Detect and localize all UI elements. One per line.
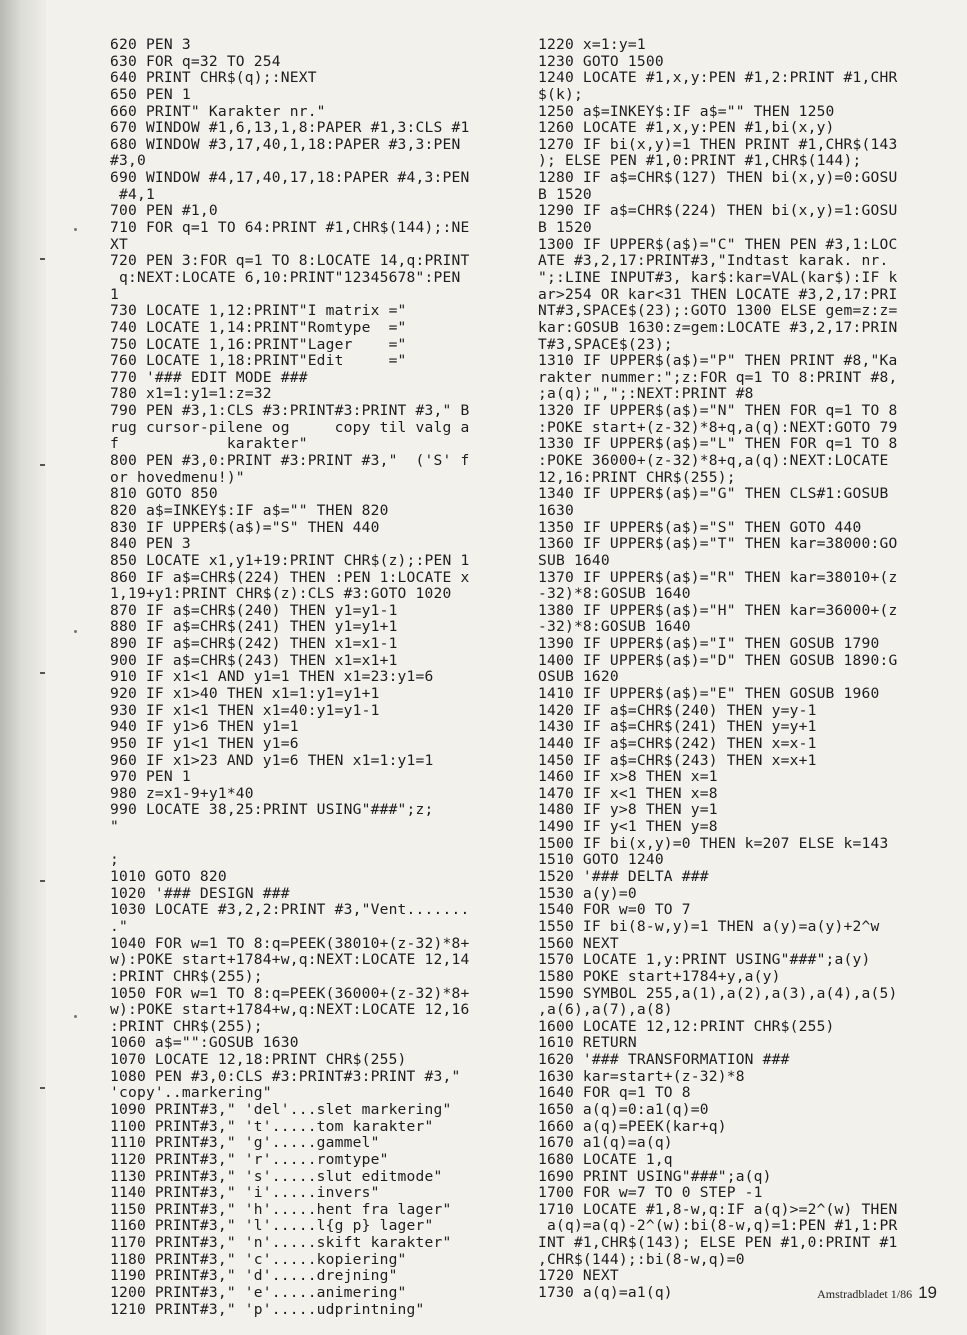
code-line: 1700 FOR w=7 TO 0 STEP -1 — [538, 1184, 763, 1202]
code-line: ar>254 OR kar<31 THEN LOCATE #3,2,17:PRI — [538, 285, 898, 303]
code-line: 700 PEN #1,0 — [110, 202, 218, 220]
code-listing-left-column — [110, 37, 510, 1318]
code-line: -32)*8:GOSUB 1640 — [538, 585, 691, 603]
print-speck — [74, 630, 77, 633]
code-line: OSUB 1620 — [538, 668, 619, 686]
code-line: 12,16:PRINT CHR$(255); — [538, 468, 736, 486]
code-line: 1060 a$="":GOSUB 1630 — [110, 1034, 299, 1052]
code-line: 1140 PRINT#3," 'i'.....invers" — [110, 1184, 380, 1202]
code-line: ." — [110, 917, 128, 935]
code-line: 1580 POKE start+1784+y,a(y) — [538, 967, 781, 985]
code-line: 1130 PRINT#3," 's'.....slut editmode" — [110, 1167, 443, 1185]
code-line: 790 PEN #3,1:CLS #3:PRINT#3:PRINT #3," B — [110, 402, 470, 420]
code-line: 1660 a(q)=PEEK(kar+q) — [538, 1117, 727, 1135]
binding-mark — [40, 258, 45, 260]
code-line: 920 IF x1>40 THEN x1=1:y1=y1+1 — [110, 684, 380, 702]
code-line: 770 '### EDIT MODE ### — [110, 368, 308, 386]
code-line: w):POKE start+1784+w,q:NEXT:LOCATE 12,16 — [110, 1001, 470, 1019]
code-line: 960 IF x1>23 AND y1=6 THEN x1=1:y1=1 — [110, 751, 434, 769]
code-line: 820 a$=INKEY$:IF a$="" THEN 820 — [110, 501, 389, 519]
code-line: kar:GOSUB 1630:z=gem:LOCATE #3,2,17:PRIN — [538, 318, 898, 336]
code-line: 1190 PRINT#3," 'd'.....drejning" — [110, 1267, 398, 1285]
code-line: 620 PEN 3 — [110, 36, 191, 53]
code-line: 1570 LOCATE 1,y:PRINT USING"###";a(y) — [538, 951, 871, 969]
code-line: 930 IF x1<1 THEN x1=40:y1=y1-1 — [110, 701, 380, 719]
code-line: XT — [110, 235, 128, 253]
code-line: 860 IF a$=CHR$(224) THEN :PEN 1:LOCATE x — [110, 568, 470, 586]
code-line: 1560 NEXT — [538, 934, 619, 952]
code-line: 1150 PRINT#3," 'h'.....hent fra lager" — [110, 1200, 452, 1218]
code-line: 890 IF a$=CHR$(242) THEN x1=x1-1 — [110, 635, 398, 653]
code-line: 1160 PRINT#3," 'l'.....l{g p} lager" — [110, 1217, 434, 1235]
code-line: rug cursor-pilene og copy til valg a — [110, 418, 470, 436]
code-line: 1080 PEN #3,0:CLS #3:PRINT#3:PRINT #3," — [110, 1067, 461, 1085]
code-line: 1230 GOTO 1500 — [538, 52, 664, 70]
code-line: 1360 IF UPPER$(a$)="T" THEN kar=38000:GO — [538, 535, 898, 553]
code-line: 1260 LOCATE #1,x,y:PEN #1,bi(x,y) — [538, 119, 835, 137]
code-line: 1490 IF y<1 THEN y=8 — [538, 818, 718, 836]
code-line: 1520 '### DELTA ### — [538, 868, 709, 886]
code-line: 1 — [110, 285, 119, 303]
code-line: 1240 LOCATE #1,x,y:PEN #1,2:PRINT #1,CHR — [538, 69, 898, 87]
code-line: B 1520 — [538, 219, 592, 237]
code-line: 1120 PRINT#3," 'r'.....romtype" — [110, 1150, 389, 1168]
code-line: 850 LOCATE x1,y1+19:PRINT CHR$(z);:PEN 1 — [110, 551, 470, 569]
code-line: 810 GOTO 850 — [110, 485, 218, 503]
code-line: 1050 FOR w=1 TO 8:q=PEEK(36000+(z-32)*8+ — [110, 984, 470, 1002]
code-line: 1300 IF UPPER$(a$)="C" THEN PEN #3,1:LOC — [538, 235, 898, 253]
code-line: 1450 IF a$=CHR$(243) THEN x=x+1 — [538, 751, 817, 769]
code-line: 1070 LOCATE 12,18:PRINT CHR$(255) — [110, 1051, 407, 1069]
code-line: ";:LINE INPUT#3, kar$:kar=VAL(kar$):IF k — [538, 268, 898, 286]
code-line: 1530 a(y)=0 — [538, 884, 637, 902]
page-footer — [817, 1283, 937, 1303]
code-line: 1110 PRINT#3," 'g'.....gammel" — [110, 1134, 380, 1152]
code-line: 690 WINDOW #4,17,40,17,18:PAPER #4,3:PEN — [110, 169, 470, 187]
code-line: 1720 NEXT — [538, 1267, 619, 1285]
code-line: 680 WINDOW #3,17,40,1,18:PAPER #3,3:PEN — [110, 135, 461, 153]
code-line: :POKE start+(z-32)*8+q,a(q):NEXT:GOTO 79 — [538, 418, 898, 436]
code-line: 950 IF y1<1 THEN y1=6 — [110, 734, 299, 752]
code-line: 1,19+y1:PRINT CHR$(z):CLS #3:GOTO 1020 — [110, 585, 452, 603]
code-line: or hovedmenu!)" — [110, 468, 245, 486]
code-line: 1620 '### TRANSFORMATION ### — [538, 1051, 790, 1069]
code-line: q:NEXT:LOCATE 6,10:PRINT"12345678":PEN — [110, 268, 461, 286]
code-line: 1250 a$=INKEY$:IF a$="" THEN 1250 — [538, 102, 835, 120]
print-speck — [74, 228, 77, 231]
code-line: 1670 a1(q)=a(q) — [538, 1134, 673, 1152]
code-line: :PRINT CHR$(255); — [110, 967, 263, 985]
code-line: 1390 IF UPPER$(a$)="I" THEN GOSUB 1790 — [538, 635, 880, 653]
code-line: 1510 GOTO 1240 — [538, 851, 664, 869]
code-line: 1170 PRINT#3," 'n'.....skift karakter" — [110, 1234, 452, 1252]
code-line: 780 x1=1:y1=1:z=32 — [110, 385, 272, 403]
code-line: 630 FOR q=32 TO 254 — [110, 52, 281, 70]
code-line: ,CHR$(144);:bi(8-w,q)=0 — [538, 1250, 745, 1268]
code-line: 870 IF a$=CHR$(240) THEN y1=y1-1 — [110, 601, 398, 619]
code-line: 1440 IF a$=CHR$(242) THEN x=x-1 — [538, 734, 817, 752]
code-line: T#3,SPACE$(23); — [538, 335, 673, 353]
code-line: 1680 LOCATE 1,q — [538, 1150, 673, 1168]
code-line: 1030 LOCATE #3,2,2:PRINT #3,"Vent....... — [110, 901, 470, 919]
code-line: a(q)=a(q)-2^(w):bi(8-w,q)=1:PEN #1,1:PR — [538, 1217, 898, 1235]
publication-name: Amstradbladet 1/86 — [817, 1287, 913, 1301]
code-line: 1710 LOCATE #1,8-w,q:IF a(q)>=2^(w) THEN — [538, 1200, 898, 1218]
code-line: 1480 IF y>8 THEN y=1 — [538, 801, 718, 819]
code-line: 1370 IF UPPER$(a$)="R" THEN kar=38010+(z — [538, 568, 898, 586]
code-line: 1020 '### DESIGN ### — [110, 884, 290, 902]
code-line: 1650 a(q)=0:a1(q)=0 — [538, 1101, 709, 1118]
binding-mark — [40, 672, 45, 674]
code-line: 1280 IF a$=CHR$(127) THEN bi(x,y)=0:GOSU — [538, 169, 898, 187]
binding-mark — [40, 1087, 45, 1089]
code-line: 1180 PRINT#3," 'c'.....kopiering" — [110, 1250, 407, 1268]
code-line: ;a(q);",";:NEXT:PRINT #8 — [538, 385, 754, 403]
code-line: 970 PEN 1 — [110, 768, 191, 786]
code-line: f karakter" — [110, 435, 308, 453]
code-line: 710 FOR q=1 TO 64:PRINT #1,CHR$(144);:NE — [110, 219, 470, 237]
code-line: 1630 kar=start+(z-32)*8 — [538, 1067, 745, 1085]
code-line: :POKE 36000+(z-32)*8+q,a(q):NEXT:LOCATE — [538, 452, 889, 470]
page-binding-edge — [0, 0, 46, 1335]
code-line: 840 PEN 3 — [110, 535, 191, 553]
page-number: 19 — [918, 1283, 937, 1302]
code-line: w):POKE start+1784+w,q:NEXT:LOCATE 12,14 — [110, 951, 470, 969]
code-line: 1220 x=1:y=1 — [538, 36, 646, 53]
code-line: 1540 FOR w=0 TO 7 — [538, 901, 691, 919]
code-listing-right-column — [538, 37, 943, 1302]
code-line: 730 LOCATE 1,12:PRINT"I matrix =" — [110, 302, 407, 320]
code-line: 650 PEN 1 — [110, 85, 191, 103]
code-line: 740 LOCATE 1,14:PRINT"Romtype =" — [110, 318, 407, 336]
code-line: 720 PEN 3:FOR q=1 TO 8:LOCATE 14,q:PRINT — [110, 252, 470, 270]
code-line: 1340 IF UPPER$(a$)="G" THEN CLS#1:GOSUB — [538, 485, 889, 503]
code-line: 1290 IF a$=CHR$(224) THEN bi(x,y)=1:GOSU — [538, 202, 898, 220]
code-line: 1690 PRINT USING"###";a(q) — [538, 1167, 772, 1185]
code-line: 1010 GOTO 820 — [110, 868, 227, 886]
binding-mark — [40, 880, 45, 882]
code-line: 1400 IF UPPER$(a$)="D" THEN GOSUB 1890:G — [538, 651, 898, 669]
code-line: 1600 LOCATE 12,12:PRINT CHR$(255) — [538, 1017, 835, 1035]
code-line: 1730 a(q)=a1(q) — [538, 1284, 673, 1302]
code-line: -32)*8:GOSUB 1640 — [538, 618, 691, 636]
code-line: 880 IF a$=CHR$(241) THEN y1=y1+1 — [110, 618, 398, 636]
code-line: 1350 IF UPPER$(a$)="S" THEN GOTO 440 — [538, 518, 862, 536]
code-line: ,a(6),a(7),a(8) — [538, 1001, 673, 1019]
code-line: 1470 IF x<1 THEN x=8 — [538, 784, 718, 802]
code-line: rakter nummer:";z:FOR q=1 TO 8:PRINT #8, — [538, 368, 898, 386]
code-line: 1210 PRINT#3," 'p'.....udprintning" — [110, 1300, 425, 1318]
print-speck — [74, 1015, 77, 1018]
code-line: 1590 SYMBOL 255,a(1),a(2),a(3),a(4),a(5) — [538, 984, 898, 1002]
code-line: 1640 FOR q=1 TO 8 — [538, 1084, 691, 1102]
code-line — [110, 836, 510, 853]
code-line: ); ELSE PEN #1,0:PRINT #1,CHR$(144); — [538, 152, 862, 170]
code-line: " — [110, 818, 119, 836]
binding-mark — [40, 464, 45, 466]
code-line: 1410 IF UPPER$(a$)="E" THEN GOSUB 1960 — [538, 684, 880, 702]
code-line: NT#3,SPACE$(23);:GOTO 1300 ELSE gem=z:z= — [538, 302, 898, 320]
code-line: INT #1,CHR$(143); ELSE PEN #1,0:PRINT #1 — [538, 1234, 898, 1252]
code-line: 1330 IF UPPER$(a$)="L" THEN FOR q=1 TO 8 — [538, 435, 898, 453]
code-line: 1090 PRINT#3," 'del'...slet markering" — [110, 1101, 452, 1118]
code-line: :PRINT CHR$(255); — [110, 1017, 263, 1035]
code-line: 750 LOCATE 1,16:PRINT"Lager =" — [110, 335, 407, 353]
code-line: 1630 — [538, 501, 574, 519]
code-line: #4,1 — [110, 185, 155, 203]
code-line: 800 PEN #3,0:PRINT #3:PRINT #3," ('S' f — [110, 452, 470, 470]
code-line: ATE #3,2,17:PRINT#3,"Indtast karak. nr. — [538, 252, 889, 270]
code-line: 1270 IF bi(x,y)=1 THEN PRINT #1,CHR$(143 — [538, 135, 898, 153]
code-line: 980 z=x1-9+y1*40 — [110, 784, 254, 802]
code-line: B 1520 — [538, 185, 592, 203]
code-line: 760 LOCATE 1,18:PRINT"Edit =" — [110, 352, 407, 370]
code-line: 'copy'..markering" — [110, 1084, 272, 1102]
code-line: 1500 IF bi(x,y)=0 THEN k=207 ELSE k=143 — [538, 834, 889, 852]
code-line: 910 IF x1<1 AND y1=1 THEN x1=23:y1=6 — [110, 668, 434, 686]
code-line: 1610 RETURN — [538, 1034, 637, 1052]
code-line: 670 WINDOW #1,6,13,1,8:PAPER #1,3:CLS #1 — [110, 119, 470, 137]
code-line: ; — [110, 851, 119, 869]
code-line: 1550 IF bi(8-w,y)=1 THEN a(y)=a(y)+2^w — [538, 917, 880, 935]
code-line: 830 IF UPPER$(a$)="S" THEN 440 — [110, 518, 380, 536]
code-line: 940 IF y1>6 THEN y1=1 — [110, 718, 299, 736]
code-line: #3,0 — [110, 152, 146, 170]
code-line: 1420 IF a$=CHR$(240) THEN y=y-1 — [538, 701, 817, 719]
code-line: 1380 IF UPPER$(a$)="H" THEN kar=36000+(z — [538, 601, 898, 619]
code-line: 900 IF a$=CHR$(243) THEN x1=x1+1 — [110, 651, 398, 669]
code-line: 640 PRINT CHR$(q);:NEXT — [110, 69, 317, 87]
code-line: 1200 PRINT#3," 'e'.....animering" — [110, 1284, 407, 1302]
code-line: 1310 IF UPPER$(a$)="P" THEN PRINT #8,"Ka — [538, 352, 898, 370]
code-line: 1040 FOR w=1 TO 8:q=PEEK(38010+(z-32)*8+ — [110, 934, 470, 952]
code-line: 1460 IF x>8 THEN x=1 — [538, 768, 718, 786]
code-line: 990 LOCATE 38,25:PRINT USING"###";z; — [110, 801, 434, 819]
code-line: 1320 IF UPPER$(a$)="N" THEN FOR q=1 TO 8 — [538, 402, 898, 420]
code-line: 1430 IF a$=CHR$(241) THEN y=y+1 — [538, 718, 817, 736]
code-line: 1100 PRINT#3," 't'.....tom karakter" — [110, 1117, 434, 1135]
code-line: SUB 1640 — [538, 551, 610, 569]
code-line: $(k); — [538, 85, 583, 103]
code-line: 660 PRINT" Karakter nr." — [110, 102, 326, 120]
